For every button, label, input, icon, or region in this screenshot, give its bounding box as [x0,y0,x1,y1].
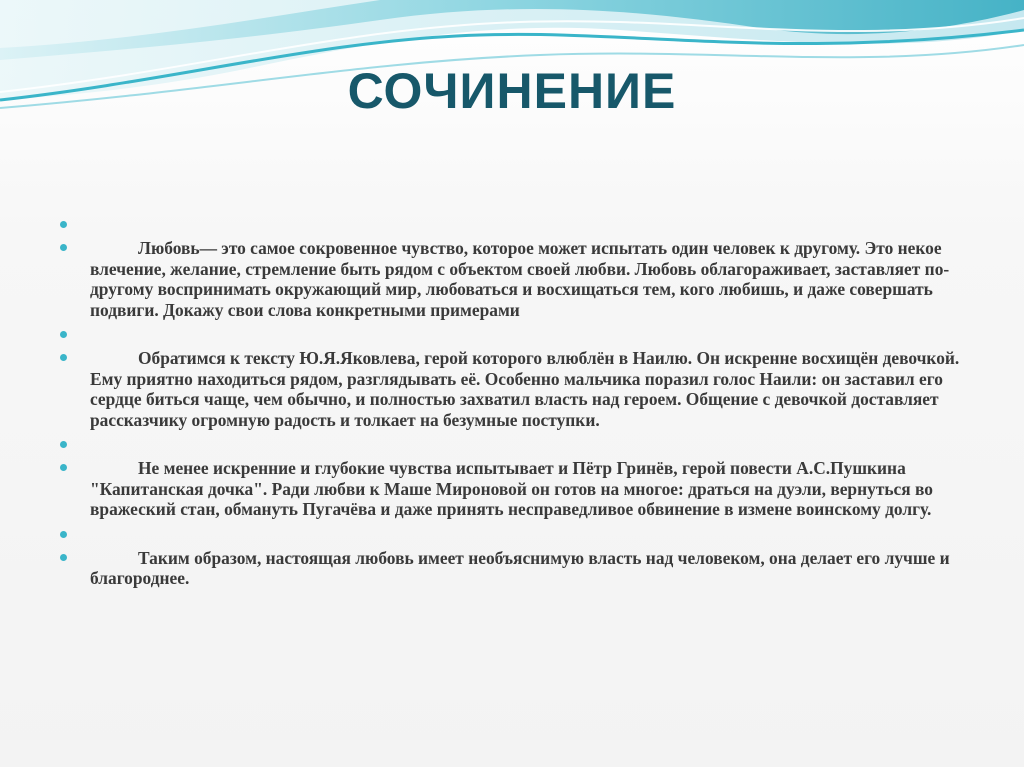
bullet-icon [60,441,67,448]
paragraph-text: Любовь— это самое сокровенное чувство, которое может испытать один человек к другому. Это некое влечение, желание, стремление быть рядом с объектом своей любви. Любовь облагораживает, заставляет по-другому воспринимать окружающий мир, любоваться и восхищаться тем, кого любишь, и даже совершать подвиги. Докажу свои слова конкретными примерами [90,238,950,320]
list-item [60,215,965,238]
list-item [60,548,965,589]
paragraph-text: Обратимся к тексту Ю.Я.Яковлева, герой которого влюблён в Наилю. Он искренне восхищён девочкой. Ему приятно находиться рядом, разглядывать её. Особенно мальчика поразил голос Наили: он заставил его сердце биться чаще, чем обычно, и полностью захватил власть над героем. Общение с девочкой доставляет рассказчику огромную радость и толкает на безумные поступки. [90,348,960,430]
slide-body [60,215,965,589]
bullet-icon [60,221,67,228]
list-item [60,238,965,320]
bullet-icon [60,244,67,251]
list-item [60,525,965,548]
list-item [60,348,965,430]
bullet-icon [60,554,67,561]
list-item [60,458,965,520]
bullet-icon [60,531,67,538]
list-item [60,325,965,348]
slide-title: СОЧИНЕНИЕ [347,63,677,119]
bullet-icon [60,464,67,471]
bullet-icon [60,354,67,361]
paragraph-text: Таким образом, настоящая любовь имеет необъяснимую власть над человеком, она делает его лучше и благороднее. [90,547,950,588]
bullet-icon [60,331,67,338]
paragraph-text: Не менее искренние и глубокие чувства испытывает и Пётр Гринёв, герой повести А.С.Пушкина "Капитанская дочка". Ради любви к Маше Мироновой он готов на многое: драться на дуэли, вернуться во вражеский стан, обмануть Пугачёва и даже принять несправедливое обвинение в измене воинскому долгу. [90,458,934,519]
list-item [60,435,965,458]
